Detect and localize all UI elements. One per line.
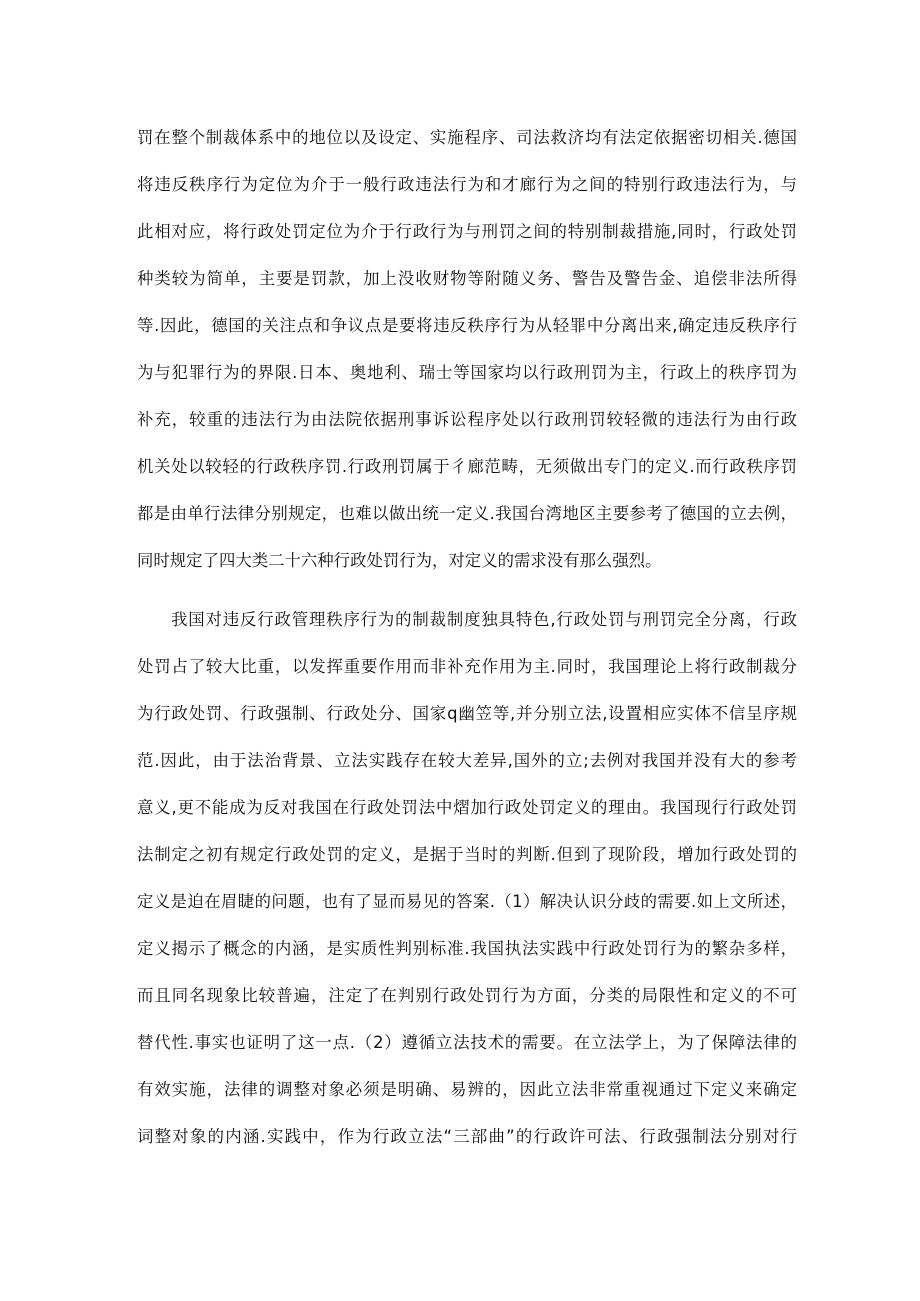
text-line: 补充，较重的违法行为由法院依据刑事诉讼程序处以行政刑罚较轻微的违法行为由行政 bbox=[137, 410, 797, 429]
text-line: 替代性.事实也证明了这一点.（2）遵循立法技术的需要。在立法学上，为了保障法律的 bbox=[137, 1033, 797, 1052]
text-line: 机关处以较轻的行政秩序罚.行政刑罚属于彳廊范畴，无须做出专门的定义.而行政秩序罚 bbox=[137, 457, 797, 476]
text-line: 法制定之初有规定行政处罚的定义，是据于当时的判断.但到了现阶段，增加行政处罚的 bbox=[137, 845, 797, 864]
text-line: 为与犯罪行为的界限.日本、奥地利、瑞士等国家均以行政刑罚为主，行政上的秩序罚为 bbox=[137, 363, 797, 382]
text-line: 此相对应，将行政处罚定位为介于行政行为与刑罚之间的特别制裁措施,同时，行政处罚 bbox=[137, 222, 797, 241]
text-line: 都是由单行法律分别规定，也难以做出统一定义.我国台湾地区主要参考了德国的立去例， bbox=[137, 504, 797, 523]
text-line: 处罚占了较大比重，以发挥重要作用而非补充作用为主.同时，我国理论上将行政制裁分 bbox=[137, 657, 797, 676]
text-line: 同时规定了四大类二十六种行政处罚行为，对定义的需求没有那么强烈。 bbox=[137, 551, 662, 570]
text-line: 有效实施，法律的调整对象必须是明确、易辨的，因此立法非常重视通过下定义来确定 bbox=[137, 1080, 797, 1099]
text-line: 我国对违反行政管理秩序行为的制裁制度独具特色,行政处罚与刑罚完全分离，行政 bbox=[171, 610, 797, 629]
text-line: 意义,更不能成为反对我国在行政处罚法中熠加行政处罚定义的理由。我国现行行政处罚 bbox=[137, 798, 797, 817]
text-line: 而且同名现象比较普遍，注定了在判别行政处罚行为方面，分类的局限性和定义的不可 bbox=[137, 986, 797, 1005]
text-line: 为行政处罚、行政强制、行政处分、国家q幽笠等,并分别立法,设置相应实体不信呈序规 bbox=[137, 704, 797, 723]
text-line: 等.因此，德国的关注点和争议点是要将违反秩序行为从轻罪中分离出来,确定违反秩序行 bbox=[137, 316, 797, 335]
text-line: 种类较为简单，主要是罚款，加上没收财物等附随义务、警告及警告金、追偿非法所得 bbox=[137, 269, 797, 288]
text-line: 范.因此，由于法治背景、立法实践存在较大差异,国外的立;去例对我国并没有大的参考 bbox=[137, 751, 797, 770]
text-line: 定义是迫在眉睫的问题，也有了显而易见的答案.（1）解决认识分歧的需要.如上文所述， bbox=[137, 892, 797, 911]
paragraph-2 bbox=[137, 596, 797, 1160]
text-line: 将违反秩序行为定位为介于一般行政违法行为和才廊行为之间的特别行政违法行为，与 bbox=[137, 175, 797, 194]
text-line: 定义揭示了概念的内涵，是实质性判别标准.我国执法实践中行政处罚行为的繁杂多样， bbox=[137, 939, 797, 958]
paragraph-1 bbox=[137, 114, 797, 584]
text-line: 词整对象的内涵.实践中，作为行政立法“三部曲”的行政许可法、行政强制法分别对行 bbox=[137, 1127, 797, 1146]
text-line: 罚在整个制裁体系中的地位以及设定、实施程序、司法救济均有法定依据密切相关.德国 bbox=[137, 128, 797, 147]
